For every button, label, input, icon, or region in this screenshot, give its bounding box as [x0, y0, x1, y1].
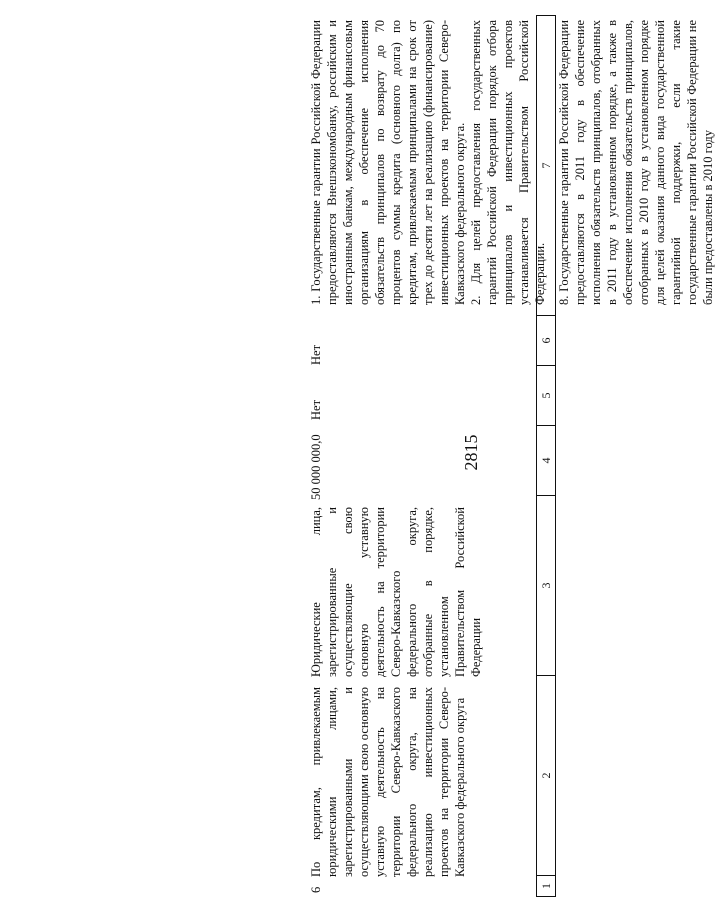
column-header-6: 6 — [537, 316, 555, 366]
row-col6-security: Нет — [309, 344, 323, 365]
rotated-page — [16, 0, 715, 905]
column-header-7: 7 — [537, 16, 555, 316]
row-col7-paragraph-1: 1. Государственные гарантии Российской Федерации предоставляются Внешэкономбанку, российским и иностранным банкам, международным финансовым организациям в обеспечение исполнения обязательств принципалов по возврату до 70 процентов суммы кредита (основного долга) по кредитам, привлекаемым принципалами на срок от трех до десяти лет на реализацию (финансирование) инвестиционных проектов на территории Северо-Кавказского федерального округа. — [309, 20, 467, 305]
column-header-4: 4 — [537, 426, 555, 496]
row-col5-recourse: Нет — [309, 399, 323, 420]
column-header-2: 2 — [537, 676, 555, 876]
row-col7-conditions — [308, 20, 548, 305]
row-col3-principals: Юридические лица, зарегистрированные и осуществляющие свою основную уставную деятельность на территории Северо-Кавказского федерального округа, отобранные в порядке, установленном Правительством Российской Федерации — [309, 507, 483, 677]
row-col4-amount: 50 000 000,0 — [309, 434, 323, 500]
column-header-5: 5 — [537, 366, 555, 426]
row-number: 6 — [309, 886, 323, 893]
page-number: 2815 — [461, 434, 481, 471]
column-header-3: 3 — [537, 496, 555, 676]
row-col2-object: По кредитам, привлекаемым юридическими лицами, зарегистрированными и осуществляющими свою основную уставную деятельность на территории Северо-Кавказского федерального округа, на реализацию инвестиционных проектов на территории Северо-Кавказского федерального округа — [309, 687, 467, 877]
row-col7-paragraph-2: 2. Для целей предоставления государственных гарантий Российской Федерации порядок отбора принципалов и инвестиционных проектов устанавливается Правительством Российской Федерации. — [469, 20, 547, 305]
column-header-1: 1 — [539, 883, 553, 889]
prev-row-col7: 8. Государственные гарантии Российской Федерации предоставляются в 2011 году в обеспечение исполнения обязательств принципалов, отобранных в 2011 году в установленном порядке, а также в обеспечение исполнения обязательств принципалов, отобранных в 2010 году в установленном порядке для целей оказания данного вида государственной гарантийной поддержки, если такие государственные гарантии Российской Федерации не были предоставлены в 2010 году — [557, 20, 715, 305]
